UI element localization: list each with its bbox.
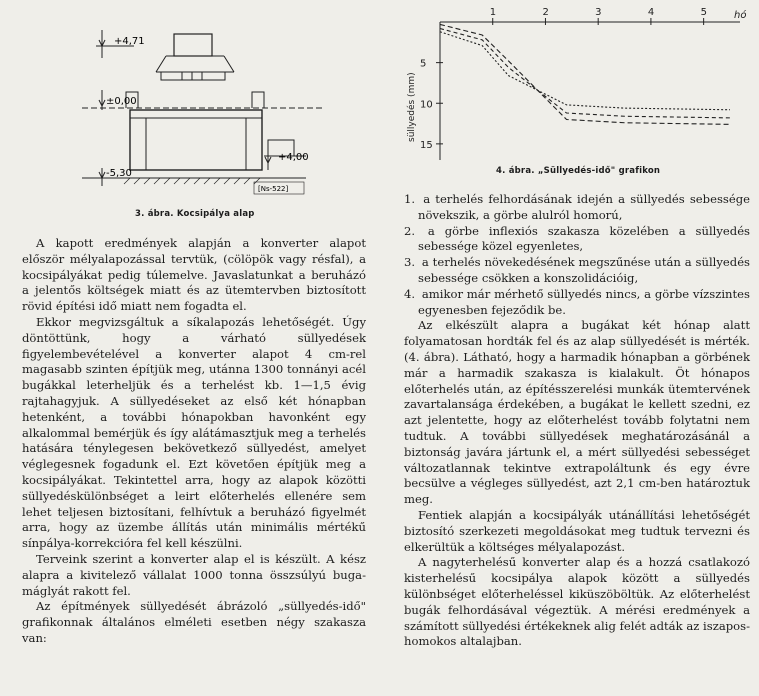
figure-4-caption: 4. ábra. „Süllyedés-idő" grafikon xyxy=(496,166,661,176)
list-text: a görbe inflexiós szakasza közelében a süllyedés sebessége közel egyenletes, xyxy=(418,223,751,254)
list-item xyxy=(404,192,750,224)
settlement-time-chart xyxy=(392,0,756,165)
x-tick-label: 1 xyxy=(489,7,497,18)
y-tick-label: 5 xyxy=(420,58,427,70)
list-number: 2. xyxy=(404,223,416,238)
x-tick-label: 4 xyxy=(647,7,655,18)
figure-3-drawing xyxy=(6,0,386,220)
x-tick-label: 2 xyxy=(542,7,549,18)
figure-4-chart xyxy=(392,0,756,186)
level-top-label: +4,71 xyxy=(114,36,145,47)
paragraph: Az építmények süllyedését ábrázoló „süllyedés-idő" grafikonnak általános elméleti esetben négy szakasza van: xyxy=(22,599,366,645)
list-number: 3. xyxy=(404,255,416,270)
y-axis-label: süllyedés (mm) xyxy=(407,72,417,142)
y-tick-label: 15 xyxy=(420,139,433,151)
paragraph: Ekkor megvizsgáltuk a síkalapozás lehetőségét. Úgy döntöttünk, hogy a várható süllyedések figyelembevételével a konverter alapot 4 cm-rel magasabb szinten építjük meg, utánna 1300 tonnányi acél bugákkal leterheljük és a terhelést kb. 1—1,5 évig rajtahagyjuk. A süllyedéseket az első két hónapban hetenként, a további hónapokban havonként egy alkalommal bemérjük és így alátámasztjuk meg a terhelés hatására ténylegesen bekövetkező süllyedést, amelyet véglegesnek fogadunk el. Ezt követően építjük meg a kocsipályákat. Tekintettel arra, hogy az alapok közötti süllyedéskülönbséget a leirt előterhelés ellenére sem lehet teljesen biztosítani, felhívtuk a beruházó figyelmét arra, hogy az üzembe állítás után minimális mértékű sínpálya-korrekcióra fel kell készülni. xyxy=(22,314,366,551)
x-tick-label: 5 xyxy=(700,7,708,18)
level-bottom-label: -5,30 xyxy=(106,168,132,179)
series-line xyxy=(440,32,730,110)
paragraph: A kapott eredmények alapján a konverter alapot először mélyalapozással tervtük, (cölöpök vagy résfal), a kocsipályákat pedig túlemelve. Javaslatunkat a beruházó a jelentős költségek miatt és az ütemtervben biztosított rövid építési idő miatt nem fogadta el. xyxy=(22,236,366,314)
list-text: a terhelés felhordásának idején a süllyedés sebessége növekszik, a görbe alulról homorú, xyxy=(418,192,750,222)
list-text: a terhelés növekedésének megszűnése után a süllyedés sebessége csökken a konszolidációig, xyxy=(418,255,750,285)
level-zero-label: ±0,00 xyxy=(106,96,137,107)
drawing-stamp: [Ns-522] xyxy=(258,185,289,193)
paragraph: Terveink szerint a konverter alap el is készült. A kész alapra a kivitelező vállalat 1000 tonna összsúlyú buga-máglyát rakott fel. xyxy=(22,551,366,598)
list-text: amikor már mérhető süllyedés nincs, a görbe vízszintes egyenesben fejeződik be. xyxy=(418,286,750,317)
list-item xyxy=(404,224,750,256)
series-line xyxy=(440,29,730,118)
foundation-cross-section xyxy=(6,0,386,220)
y-tick-label: 10 xyxy=(420,99,433,111)
list-item xyxy=(404,287,750,319)
list-item xyxy=(404,255,750,287)
paragraph: Az elkészült alapra a bugákat két hónap alatt folyamatosan hordták fel és az alap süllyedését is mérték. (4. ábra). Látható, hogy a harmadik hónapban a görbének már a harmadik szakasza is kialakult. Öt hónapos előterhelés után, az építésszerelési munkák ütemtervének zavartalansága érdekében, a bugákat le kellett szedni, ez azt jelentette, hogy az előterhelést tovább folytatni nem tudtuk. A további süllyedések meghatározásánál a biztonság javára jártunk el, a mért süllyedési sebességet változatlannak tekintve extrapoláltunk és egy évre becsülve a végleges süllyedést, azt 2,1 cm-ben határoztuk meg. xyxy=(404,318,750,507)
level-right-label: +4,00 xyxy=(278,152,309,163)
paragraph: A nagyterhelésű konverter alap és a hozzá csatlakozó kisterhelésű kocsipálya alapok között a süllyedés különbséget előterheléssel kiküszöböltük. Az előterhelést bugák felhordásával végeztük. A mérési eredmények a számított süllyedési értékeknek alig felét adták az iszapos-homokos altalajban. xyxy=(404,555,750,649)
list-number: 4. xyxy=(404,286,416,301)
x-tick-label: 3 xyxy=(595,7,602,18)
paragraph: Fentiek alapján a kocsipályák utánállítási lehetőségét biztosító szerkezeti megoldásokat meg tudtuk tervezni és elkerültük a költséges mélyalapozást. xyxy=(404,507,750,554)
left-text-column xyxy=(22,236,366,647)
figure-3-caption: 3. ábra. Kocsipálya alap xyxy=(135,209,255,219)
x-unit-label: hó xyxy=(734,10,747,21)
list-number: 1. xyxy=(404,192,416,206)
right-text-column xyxy=(404,192,750,650)
